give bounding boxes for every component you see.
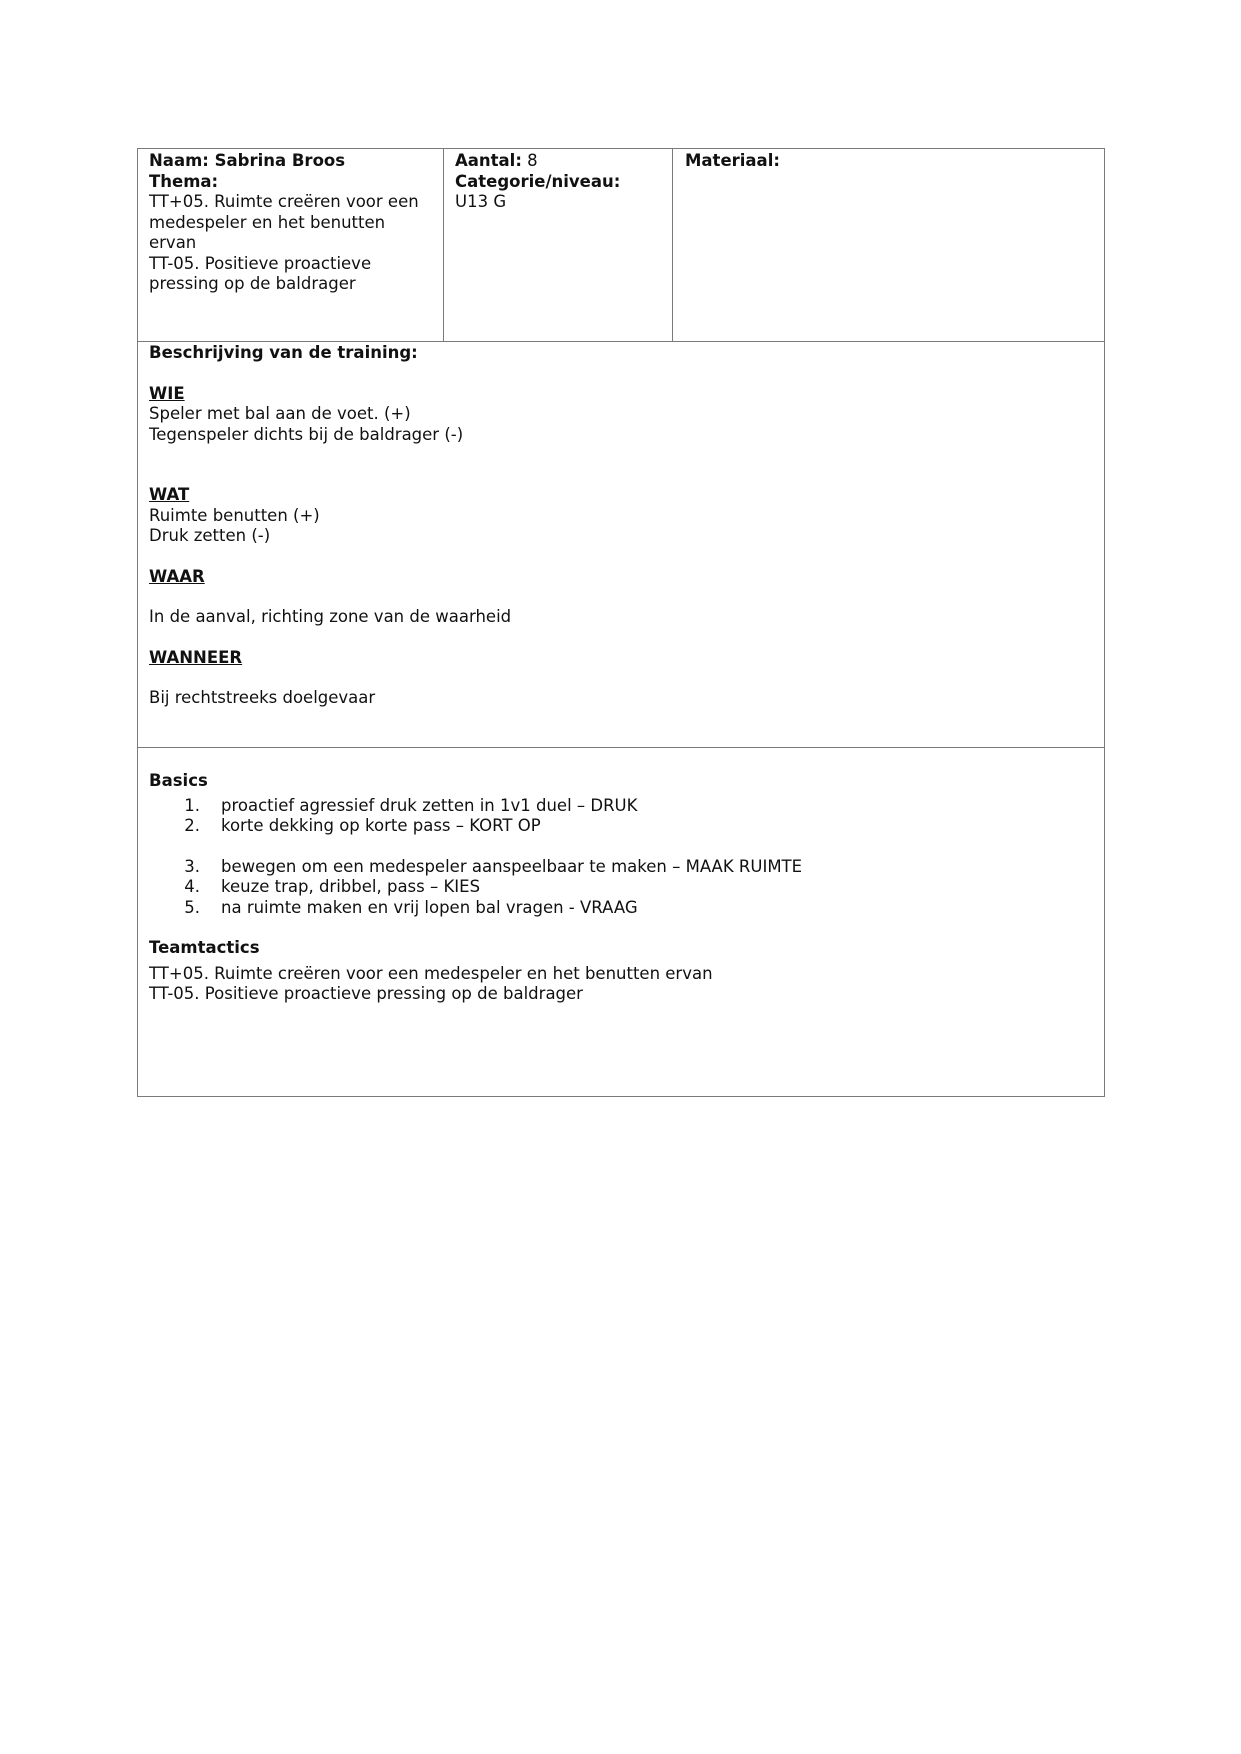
list-spacer bbox=[149, 837, 1089, 857]
wie-heading: WIE bbox=[149, 383, 185, 403]
list-item bbox=[149, 816, 1089, 837]
wie-line: Tegenspeler dichts bij de baldrager (-) bbox=[149, 424, 464, 444]
list-number: 5. bbox=[184, 897, 200, 917]
list-number: 4. bbox=[184, 877, 200, 896]
wanneer-heading: WANNEER bbox=[149, 647, 243, 667]
row-divider bbox=[138, 341, 1104, 342]
description-title: Beschrijving van de training: bbox=[149, 343, 418, 362]
training-form-table bbox=[137, 148, 1105, 1097]
list-item bbox=[149, 898, 1089, 919]
theme-line: TT-05. Positieve proactieve bbox=[149, 253, 372, 273]
list-item bbox=[149, 877, 1089, 898]
waar-heading: WAAR bbox=[149, 566, 205, 586]
count-label: Aantal: bbox=[455, 151, 522, 170]
wat-line: Ruimte benutten (+) bbox=[149, 505, 320, 525]
teamtactics-heading: Teamtactics bbox=[149, 938, 260, 957]
teamtactics-line: TT+05. Ruimte creëren voor een medespeler en het benutten ervan bbox=[149, 963, 713, 983]
list-item-text: korte dekking op korte pass – KORT OP bbox=[221, 816, 541, 835]
theme-line: pressing op de baldrager bbox=[149, 274, 356, 293]
wat-line: Druk zetten (-) bbox=[149, 526, 271, 545]
count-value: 8 bbox=[521, 151, 538, 170]
wat-heading: WAT bbox=[149, 485, 190, 504]
count-row bbox=[455, 151, 665, 172]
waar-text: In de aanval, richting zone van de waarheid bbox=[149, 607, 512, 626]
list-number: 3. bbox=[184, 856, 200, 876]
list-item-text: proactief agressief druk zetten in 1v1 duel – DRUK bbox=[221, 795, 638, 815]
basics-list bbox=[149, 796, 1089, 919]
list-number: 1. bbox=[184, 795, 200, 815]
basics-heading: Basics bbox=[149, 771, 208, 790]
count-category-cell bbox=[455, 151, 665, 213]
theme-label: Thema: bbox=[149, 171, 219, 191]
list-item bbox=[149, 857, 1089, 878]
material-label: Materiaal: bbox=[685, 151, 780, 170]
list-item bbox=[149, 796, 1089, 817]
material-cell bbox=[685, 151, 1085, 172]
description-section bbox=[149, 343, 1089, 709]
list-item-text: na ruimte maken en vrij lopen bal vragen - VRAAG bbox=[221, 897, 638, 917]
column-divider bbox=[443, 149, 444, 341]
category-value: U13 G bbox=[455, 192, 507, 211]
name-label: Naam: Sabrina Broos bbox=[149, 151, 346, 170]
list-number: 2. bbox=[184, 816, 200, 835]
list-item-text: keuze trap, dribbel, pass – KIES bbox=[221, 877, 481, 896]
row-divider bbox=[138, 747, 1104, 748]
list-item-text: bewegen om een medespeler aanspeelbaar te maken – MAAK RUIMTE bbox=[221, 856, 803, 876]
column-divider bbox=[672, 149, 673, 341]
category-label: Categorie/niveau: bbox=[455, 171, 621, 191]
name-theme-cell bbox=[149, 151, 439, 295]
theme-line: medespeler en het benutten bbox=[149, 212, 386, 232]
wie-line: Speler met bal aan de voet. (+) bbox=[149, 404, 411, 423]
theme-line: ervan bbox=[149, 233, 197, 252]
basics-section bbox=[149, 771, 1089, 1005]
teamtactics-line: TT-05. Positieve proactieve pressing op de baldrager bbox=[149, 984, 583, 1003]
wanneer-text: Bij rechtstreeks doelgevaar bbox=[149, 688, 376, 707]
theme-line: TT+05. Ruimte creëren voor een bbox=[149, 192, 419, 211]
